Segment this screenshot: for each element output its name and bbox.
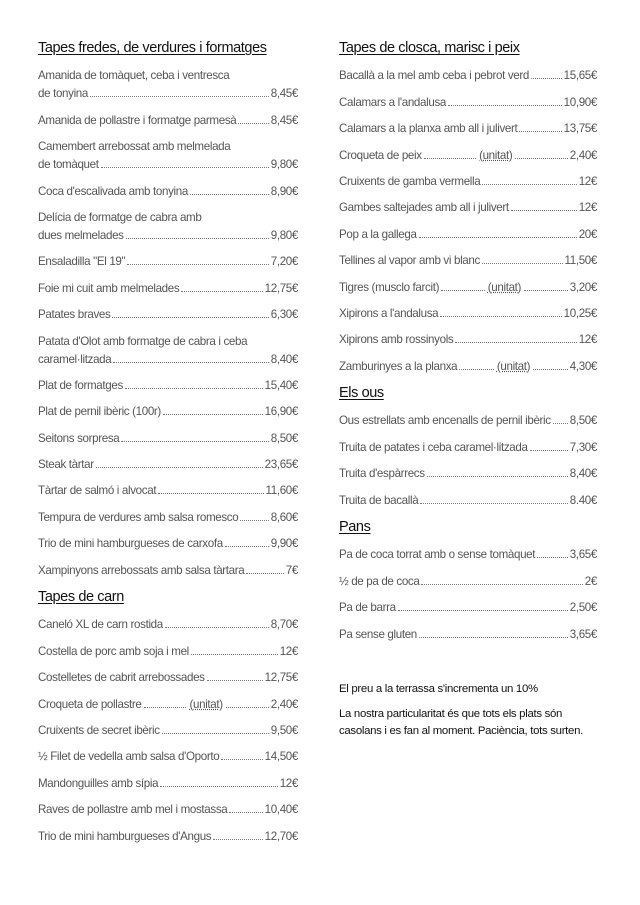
menu-item	[339, 279, 597, 297]
item-price: 3,65€	[569, 548, 597, 562]
dotted-leader	[533, 359, 568, 370]
item-price: 8,45€	[270, 113, 298, 127]
item-name: Cruixents de gamba vermella	[339, 174, 481, 188]
menu-column-right	[339, 39, 597, 652]
item-name: Amanida de pollastre i formatge parmesà	[38, 113, 237, 127]
item-name: de tonyina	[38, 87, 89, 101]
item-name: Truita de patates i ceba caramel·litzada	[339, 440, 528, 454]
item-price: 10,25€	[563, 306, 597, 320]
item-price: 9,80€	[270, 158, 298, 172]
dotted-leader	[112, 307, 268, 318]
item-price: 2,40€	[569, 148, 598, 162]
item-name: Truita de bacallà	[339, 493, 419, 507]
dotted-leader	[482, 253, 563, 264]
menu-section	[38, 588, 298, 846]
item-name: Tempura de verdures amb salsa romesco	[38, 510, 239, 524]
item-name-line	[38, 351, 298, 369]
dotted-leader	[191, 644, 278, 655]
item-price: 12€	[578, 201, 597, 215]
item-name-line	[339, 331, 597, 349]
dotted-leader	[398, 600, 568, 611]
item-name: Xipirons a l'andalusa	[339, 306, 439, 320]
dotted-leader	[240, 510, 268, 521]
menu-item	[38, 138, 298, 174]
item-name-line	[339, 226, 597, 244]
menu-item	[339, 599, 597, 617]
item-name: Ous estrellats amb encenalls de pernil ibèric	[339, 414, 551, 428]
item-name: Patates braves	[38, 308, 111, 322]
item-name: Costella de porc amb soja i mel	[38, 644, 189, 658]
dotted-leader	[162, 723, 269, 734]
item-name-line	[339, 147, 597, 165]
item-name: Pa de barra	[339, 601, 396, 615]
item-name-line	[339, 173, 597, 191]
menu-item	[339, 147, 597, 165]
dotted-leader	[121, 431, 268, 442]
menu-item	[339, 573, 597, 591]
menu-item	[339, 412, 597, 430]
menu-item	[339, 67, 597, 85]
dotted-leader	[181, 281, 262, 292]
item-price: 9,80€	[270, 228, 298, 242]
item-name-line	[38, 227, 298, 245]
item-name: Xipirons amb rossinyols	[339, 333, 454, 347]
menu-item	[38, 183, 298, 201]
item-name-line	[339, 465, 597, 483]
item-name: dues melmelades	[38, 228, 124, 242]
item-name-line	[38, 253, 298, 271]
menu-item	[38, 333, 298, 369]
menu-section	[339, 39, 597, 376]
menu-item	[38, 253, 298, 271]
item-price: 3,65€	[569, 627, 597, 641]
item-price: 8,60€	[270, 510, 298, 524]
item-price: 11,50€	[564, 254, 597, 268]
menu-item	[38, 643, 298, 661]
item-name-line	[38, 156, 298, 174]
item-name: Croqueta de pollastre	[38, 697, 142, 711]
item-price: 7,20€	[270, 255, 298, 269]
terrace-surcharge-note: El preu a la terrassa s'incrementa un 10%	[339, 683, 538, 695]
item-name: Pa de coca torrat amb o sense tomàquet	[339, 548, 536, 562]
item-price: 12€	[578, 333, 597, 347]
dotted-leader	[553, 413, 568, 424]
menu-item	[38, 696, 298, 714]
menu-section	[38, 39, 298, 580]
menu-item	[339, 465, 597, 483]
item-price: 6,30€	[270, 308, 298, 322]
section-heading: Tapes de carn	[38, 589, 124, 606]
item-name: Caneló XL de carn rostida	[38, 618, 163, 632]
item-name-line	[38, 306, 298, 324]
menu-item	[38, 801, 298, 819]
menu-notes	[339, 681, 601, 748]
item-name: Tigres (musclo farcit)	[339, 280, 440, 294]
menu-item	[38, 669, 298, 687]
item-name-line	[339, 573, 597, 591]
item-name-line	[38, 138, 298, 156]
dotted-leader	[101, 157, 269, 168]
item-name-line	[339, 412, 597, 430]
item-name: Xampinyons arrebossats amb salsa tàrtara	[38, 563, 245, 577]
dotted-leader	[420, 493, 567, 504]
menu-item	[38, 306, 298, 324]
item-name-line	[38, 209, 298, 227]
item-name-line	[38, 183, 298, 201]
menu-item	[38, 112, 298, 130]
item-name: Amanida de tomàquet, ceba i ventresca	[38, 69, 230, 83]
dotted-leader	[441, 280, 485, 291]
item-name: Ensaladilla "El 19"	[38, 255, 126, 269]
item-name: Seitons sorpresa	[38, 431, 120, 445]
dotted-leader	[419, 227, 577, 238]
dotted-leader	[530, 440, 568, 451]
item-price: 12€	[279, 776, 298, 790]
dotted-leader	[524, 280, 568, 291]
item-price: 8,40€	[569, 467, 597, 481]
dotted-leader	[537, 547, 568, 558]
menu-item	[339, 331, 597, 349]
item-name-line	[38, 828, 298, 846]
item-name-line	[38, 696, 298, 714]
item-price: 3,20€	[569, 280, 597, 294]
item-name: ½ Filet de vedella amb salsa d'Oporto	[38, 750, 220, 764]
item-name-line	[38, 112, 298, 130]
menu-item	[38, 535, 298, 553]
item-name-line	[38, 722, 298, 740]
menu-item	[38, 828, 298, 846]
item-name-line	[339, 199, 597, 217]
dotted-leader	[226, 697, 269, 708]
dotted-leader	[440, 306, 561, 317]
item-price: 7€	[285, 563, 298, 577]
item-price: 16,90€	[264, 405, 298, 419]
item-name-line	[339, 67, 597, 85]
menu-item	[38, 722, 298, 740]
menu-section	[339, 518, 597, 644]
menu-item	[339, 199, 597, 217]
item-name-line	[339, 358, 597, 376]
dotted-leader	[127, 254, 268, 265]
dotted-leader	[160, 776, 278, 787]
item-name: Gambes saltejades amb all i julivert	[339, 201, 509, 215]
item-price: 10,40€	[264, 803, 298, 817]
item-name-line	[339, 252, 597, 270]
item-name: Tellines al vapor amb vi blanc	[339, 254, 480, 268]
item-name: Zamburinyes a la planxa	[339, 359, 458, 373]
item-name-line	[38, 377, 298, 395]
dotted-leader	[424, 148, 476, 159]
item-price: 2,40€	[270, 697, 299, 711]
dotted-leader	[163, 404, 263, 415]
item-price: 15,65€	[563, 69, 597, 83]
dotted-leader	[229, 802, 262, 813]
item-name: Delícia de formatge de cabra amb	[38, 210, 202, 224]
item-price: 12,70€	[264, 829, 298, 843]
item-price: 12,75€	[264, 281, 298, 295]
item-name-line	[339, 279, 597, 297]
dotted-leader	[246, 563, 283, 574]
item-name: Plat de formatges	[38, 378, 123, 392]
menu-item	[339, 305, 597, 323]
item-name-line	[38, 535, 298, 553]
menu-item	[339, 546, 597, 564]
item-name-line	[339, 626, 597, 644]
item-price: 14,50€	[264, 750, 298, 764]
menu-item	[38, 67, 298, 103]
item-price: 7,30€	[569, 440, 597, 454]
item-name-line	[38, 430, 298, 448]
item-name: Calamars a l'andalusa	[339, 95, 446, 109]
item-name-line	[38, 562, 298, 580]
menu-item	[339, 120, 597, 138]
dotted-leader	[165, 617, 269, 628]
menu-item	[38, 482, 298, 500]
dotted-leader	[448, 95, 562, 106]
section-heading: Tapes de closca, marisc i peix	[339, 40, 520, 56]
item-price: 8,70€	[270, 618, 298, 632]
item-name-line	[38, 482, 298, 500]
dotted-leader	[511, 200, 577, 211]
dotted-leader	[90, 86, 269, 97]
dotted-leader	[455, 332, 576, 343]
menu-item	[38, 616, 298, 634]
dotted-leader	[190, 184, 269, 195]
item-price: 8,90€	[270, 184, 298, 198]
item-name: Cruixents de secret ibèric	[38, 723, 160, 737]
item-name-line	[38, 280, 298, 298]
dotted-leader	[421, 574, 582, 585]
item-name: Patata d'Olot amb formatge de cabra i ceba	[38, 334, 248, 348]
menu-item	[38, 430, 298, 448]
item-name: Tàrtar de salmó i alvocat	[38, 484, 157, 498]
dotted-leader	[213, 829, 262, 840]
item-unit: (unitat)	[479, 148, 513, 162]
item-unit: (unitat)	[487, 280, 522, 294]
item-name: Trio de mini hamburgueses d'Angus	[38, 829, 212, 843]
item-name: Steak tàrtar	[38, 458, 94, 472]
menu-item	[38, 209, 298, 245]
item-name-line	[339, 94, 597, 112]
menu-item	[38, 748, 298, 766]
dotted-leader	[144, 697, 187, 708]
menu-item	[339, 173, 597, 191]
section-heading: Pans	[339, 519, 371, 536]
item-price: 4,30€	[569, 359, 598, 373]
dotted-leader	[482, 174, 576, 185]
item-name: Calamars a la planxa amb all i julivert	[339, 122, 518, 136]
item-price: 8,40€	[270, 352, 298, 366]
menu-item	[339, 358, 597, 376]
item-price: 12€	[578, 174, 597, 188]
dotted-leader	[531, 68, 562, 79]
menu-section	[339, 384, 597, 510]
menu-item	[339, 439, 597, 457]
menu-item	[38, 456, 298, 474]
menu-item	[339, 252, 597, 270]
dotted-leader	[125, 378, 263, 389]
item-name-line	[38, 801, 298, 819]
homemade-note: La nostra particularitat és que tots els plats són casolans i es fan al moment. Paciència, tots surten.	[339, 708, 583, 737]
item-name-line	[38, 669, 298, 687]
item-name-line	[339, 546, 597, 564]
item-name-line	[38, 509, 298, 527]
item-price: 8,50€	[569, 414, 597, 428]
menu-item	[339, 94, 597, 112]
section-heading: Els ous	[339, 385, 384, 402]
item-name-line	[38, 67, 298, 85]
item-price: 11,60€	[265, 484, 298, 498]
menu-item	[38, 403, 298, 421]
item-price: 9,90€	[270, 537, 298, 551]
item-name-line	[339, 305, 597, 323]
item-name: Truita d'espàrrecs	[339, 467, 425, 481]
section-heading: Tapes fredes, de verdures i formatges	[38, 40, 267, 56]
dotted-leader	[427, 466, 568, 477]
item-name-line	[339, 492, 597, 510]
dotted-leader	[207, 670, 263, 681]
menu-item	[339, 226, 597, 244]
item-name-line	[38, 333, 298, 351]
dotted-leader	[225, 536, 269, 547]
item-name: de tomàquet	[38, 158, 99, 172]
item-name: Foie mi cuit amb melmelades	[38, 281, 180, 295]
item-name: ½ de pa de coca	[339, 574, 420, 588]
item-name: Coca d'escalivada amb tonyina	[38, 184, 188, 198]
item-price: 8.40€	[569, 493, 597, 507]
item-price: 15,40€	[264, 378, 298, 392]
item-price: 23,65€	[264, 458, 298, 472]
item-name-line	[38, 775, 298, 793]
item-name-line	[38, 85, 298, 103]
item-name: Costelletes de cabrit arrebossades	[38, 671, 205, 685]
item-name-line	[339, 439, 597, 457]
item-unit: (unitat)	[189, 697, 223, 711]
item-name: Mandonguilles amb sípia	[38, 776, 159, 790]
item-name: Plat de pernil ibèric (100r)	[38, 405, 161, 419]
menu-item	[38, 280, 298, 298]
item-name: Raves de pollastre amb mel i mostassa	[38, 803, 228, 817]
menu-item	[38, 562, 298, 580]
item-price: 12,75€	[264, 671, 298, 685]
dotted-leader	[419, 627, 568, 638]
item-name-line	[38, 403, 298, 421]
item-name-line	[38, 748, 298, 766]
item-price: 8,50€	[270, 431, 298, 445]
item-name-line	[339, 599, 597, 617]
item-price: 20€	[578, 227, 597, 241]
menu-item	[339, 492, 597, 510]
item-name-line	[339, 120, 597, 138]
item-name: Pa sense gluten	[339, 627, 417, 641]
dotted-leader	[238, 113, 268, 124]
item-name: caramel·litzada	[38, 352, 112, 366]
menu-column-left	[38, 39, 298, 854]
dotted-leader	[459, 359, 494, 370]
dotted-leader	[221, 749, 262, 760]
item-name-line	[38, 456, 298, 474]
menu-item	[38, 377, 298, 395]
item-price: 9,50€	[270, 723, 298, 737]
item-price: 13,75€	[563, 122, 597, 136]
item-price: 10,90€	[563, 95, 597, 109]
item-name: Pop a la gallega	[339, 227, 417, 241]
dotted-leader	[158, 483, 263, 494]
item-price: 2€	[584, 574, 597, 588]
menu-item	[38, 509, 298, 527]
dotted-leader	[515, 148, 567, 159]
menu-item	[339, 626, 597, 644]
item-name: Camembert arrebossat amb melmelada	[38, 140, 231, 154]
item-price: 12€	[279, 644, 298, 658]
dotted-leader	[96, 457, 263, 468]
item-unit: (unitat)	[496, 359, 531, 373]
item-name-line	[38, 616, 298, 634]
item-name: Trio de mini hamburgueses de carxofa	[38, 537, 223, 551]
item-name: Bacallà a la mel amb ceba i pebrot verd	[339, 69, 529, 83]
dotted-leader	[126, 228, 269, 239]
item-name: Croqueta de peix	[339, 148, 422, 162]
menu-item	[38, 775, 298, 793]
item-price: 8,45€	[270, 87, 298, 101]
item-price: 2,50€	[569, 601, 597, 615]
dotted-leader	[519, 121, 561, 132]
item-name-line	[38, 643, 298, 661]
dotted-leader	[113, 352, 268, 363]
